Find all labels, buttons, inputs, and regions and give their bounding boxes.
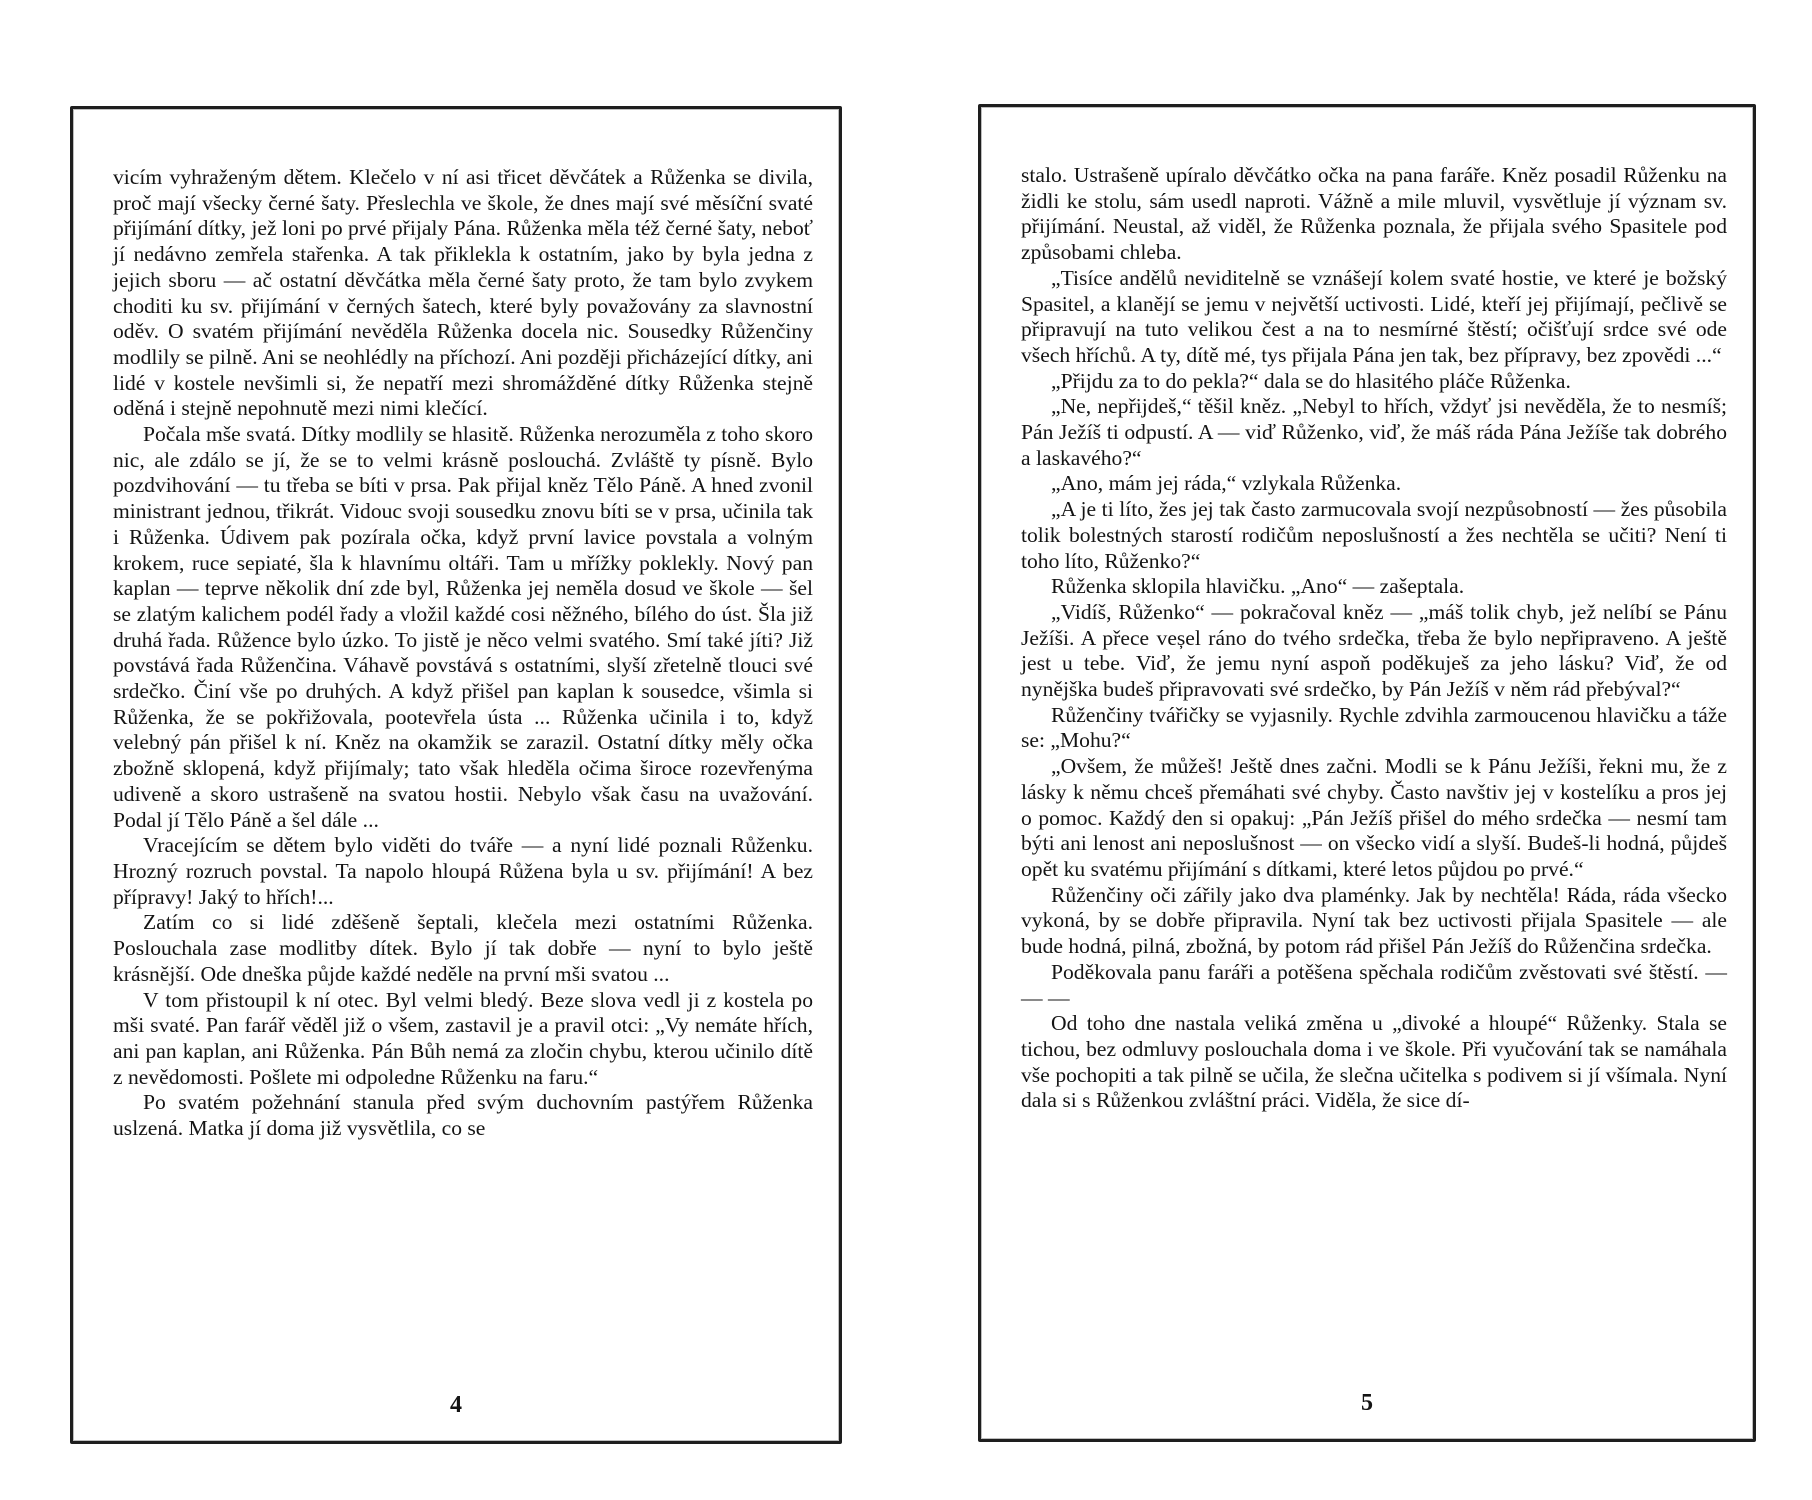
- paragraph: Počala mše svatá. Dítky modlily se hlasitě. Růženka nerozuměla z toho skoro nic, ale zdálo se jí, že se to velmi krásně poslouchá. Zvláště ty písně. Bylo pozdvihování — tu třeba se bíti v prsa. Pak přijal kněz Tělo Páně. A hned zvonil ministrant jednou, třikrát. Vidouc svoji sousedku znovu bíti se v prsa, učinila tak i Růženka. Údivem pak pozírala očka, když první lavice povstala a volným krokem, ruce sepiaté, šla k hlavnímu oltáři. Tam u mřížky poklekly. Nový pan kaplan — teprve několik dní zde byl, Růženka jej neměla dosud ve škole — šel se zlatým kalichem podél řady a vložil každé cosi něžného, bílého do úst. Šla již druhá řada. Růžence bylo úzko. To jistě je něco velmi svatého. Smí také jíti? Již povstává řada Růženčina. Váhavě povstává s ostatními, slyší zřetelně tlouci své srdečko. Činí vše po druhých. A když přišel pan kaplan k sousedce, všimla si Růženka, že se pokřižovala, pootevřela ústa ... Růženka učinila i to, když velebný pán přišel k ní. Kněz na okamžik se zarazil. Ostatní dítky měly očka zbožně sklopená, když přijímaly; tato však hleděla očima široce rozevřenýma udiveně a skoro ustrašeně na svatou hostii. Nebylo však času na uvažování. Podal jí Tělo Páně a šel dále ...: [113, 422, 813, 832]
- paragraph: „Vidíš, Růženko“ — pokračoval kněz — „máš tolik chyb, jež nelíbí se Pánu Ježíši. A přece veșel ráno do tvého srdečka, třeba že bylo nepřipraveno. A ještě jest u tebe. Viď, že jemu nyní aspoň poděkuješ za jeho lásku? Viď, že od nynějška budeš připravovati své srdečko, by Pán Ježíš v něm rád přebýval?“: [1021, 599, 1727, 702]
- paragraph: „Ne, nepřijdeš,“ těšil kněz. „Nebyl to hřích, vždyť jsi nevěděla, že to nesmíš; Pán Ježíš ti odpustí. A — viď Růženko, viď, že máš ráda Pána Ježíše tak dobrého a laskavého?“: [1021, 394, 1727, 470]
- paragraph: Po svatém požehnání stanula před svým duchovním pastýřem Růženka uslzená. Matka jí doma již vysvětlila, co se: [113, 1090, 813, 1141]
- right-page: [978, 104, 1756, 1442]
- paragraph: Růženčiny tvářičky se vyjasnily. Rychle zdvihla zarmoucenou hlavičku a táže se: „Mohu?“: [1021, 702, 1727, 753]
- left-page: [70, 106, 842, 1444]
- page-number: 5: [1361, 1390, 1373, 1416]
- page-number: 4: [450, 1392, 462, 1418]
- paragraph: vicím vyhraženým dětem. Klečelo v ní asi třicet děvčátek a Růženka se divila, proč mají všecky černé šaty. Přeslechla ve škole, že dnes mají své měsíční svaté přijímání dítky, jež loni po prvé přijaly Pána. Růženka měla též černé šaty, neboť jí nedávno zemřela stařenka. A tak přiklekla k ostatním, jako by byla jedna z jejich sboru — ač ostatní děvčátka měla černé šaty proto, že tam bylo zvykem choditi ku sv. přijímání v černých šatech, které byly považovány za slavnostní oděv. O svatém přijímání nevěděla Růženka docela nic. Sousedky Růženčiny modlily se pilně. Ani se neohlédly na příchozí. Ani později přicházející dítky, ani lidé v kostele nevšimli si, že nepatří mezi shromážděné dítky Růženka stejně oděná i stejně nepohnutě mezi nimi klečící.: [113, 165, 813, 421]
- paragraph: „A je ti líto, žes jej tak často zarmucovala svojí nezpůsobností — žes působila tolik bolestných starostí rodičům neposlušností a žes nechtěla se učiti? Není ti toho líto, Růženko?“: [1021, 497, 1727, 573]
- paragraph: Vracejícím se dětem bylo viděti do tváře — a nyní lidé poznali Růženku. Hrozný rozruch povstal. Ta napolo hloupá Růžena byla u sv. přijímání! A bez přípravy! Jaký to hřích!...: [113, 833, 813, 909]
- paragraph: „Ano, mám jej ráda,“ vzlykala Růženka.: [1051, 471, 1402, 496]
- paragraph: Zatím co si lidé zděšeně šeptali, klečela mezi ostatními Růženka. Poslouchala zase modlitby dítek. Bylo jí tak dobře — nyní to bylo ještě krásnější. Ode dneška půjde každé neděle na první mši svatou ...: [113, 910, 813, 986]
- paragraph: Poděkovala panu faráři a potěšena spěchala rodičům zvěstovati své štěstí. — — —: [1021, 959, 1727, 1010]
- right-page-text: [1021, 163, 1727, 1114]
- paragraph: Růženka sklopila hlavičku. „Ano“ — zašeptala.: [1051, 574, 1465, 599]
- left-page-text: [113, 165, 813, 1142]
- paragraph: „Ovšem, že můžeš! Ještě dnes začni. Modli se k Pánu Ježíši, řekni mu, že z lásky k němu chceš přemáhati své chyby. Často navštiv jej v kostelíku a pros jej o pomoc. Každý den si opakuj: „Pán Ježíš přišel do mého srdečka — nesmí tam býti ani lenost ani neposlušnost — on všecko vidí a slyší. Budeš-li hodná, půjdeš opět ku svatému přijímání s dítkami, které letos půjdou po prvé.“: [1021, 754, 1727, 881]
- paragraph: „Tisíce andělů neviditelně se vznášejí kolem svaté hostie, ve které je božský Spasitel, a klanějí se jemu v největší uctivosti. Lidé, kteří jej přijímají, pečlivě se připravují na tuto velikou čest a na to nesmírné štěstí; očišťují srdce své ode všech hříchů. A ty, dítě mé, tys přijala Pána jen tak, bez přípravy, bez zpovědi ...“: [1021, 265, 1727, 367]
- paragraph: Růženčiny oči zářily jako dva plaménky. Jak by nechtěla! Ráda, ráda všecko vykoná, by se dobře připravila. Nyní tak bez uctivosti přijala Spasitele — ale bude hodná, pilná, zbožná, by potom rád přišel Pán Ježíš do Růženčina srdečka.: [1021, 882, 1727, 959]
- paragraph: stalo. Ustrašeně upíralo děvčátko očka na pana faráře. Kněz posadil Růženku na židli ke stolu, sám usedl naproti. Vážně a mile mluvil, vysvětluje jí význam sv. přijímání. Neustal, až viděl, že Růženka poznala, že přijala svého Spasitele pod způsobami chleba.: [1021, 163, 1727, 265]
- paragraph: Od toho dne nastala veliká změna u „divoké a hloupé“ Růženky. Stala se tichou, bez odmluvy poslouchala doma i ve škole. Při vyučování tak se namáhala vše pochopiti a tak pilně se učila, že slečna učitelka s podivem si jí všímala. Nyní dala si s Růženkou zvláštní práci. Viděla, že sice dí-: [1021, 1011, 1727, 1113]
- paragraph: V tom přistoupil k ní otec. Byl velmi bledý. Beze slova vedl ji z kostela po mši svaté. Pan farář věděl již o všem, zastavil je a pravil otci: „Vy nemáte hřích, ani pan kaplan, ani Růženka. Pán Bůh nemá za zločin chybu, kterou učinilo dítě z nevědomosti. Pošlete mi odpoledne Růženku na faru.“: [113, 987, 813, 1089]
- paragraph: „Přijdu za to do pekla?“ dala se do hlasitého pláče Růženka.: [1051, 368, 1571, 393]
